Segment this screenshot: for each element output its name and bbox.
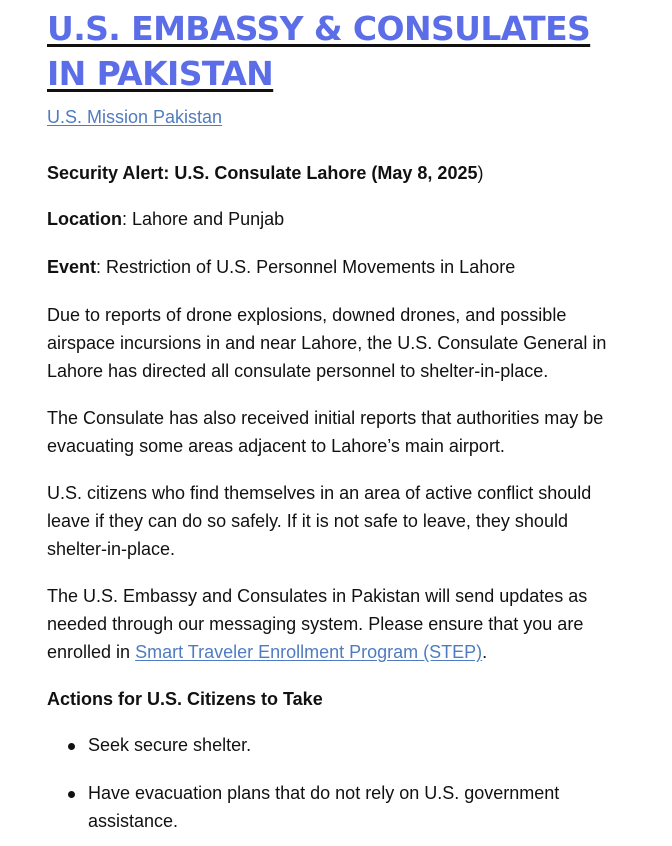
event-value: : Restriction of U.S. Personnel Movements in Lahore	[96, 257, 516, 277]
paragraph-citizen-guidance: U.S. citizens who find themselves in an area of active conflict should leave if they can do so safely. If it is not safe to leave, they should shelter-in-place.	[47, 483, 592, 559]
step-enrollment-link[interactable]: Smart Traveler Enrollment Program (STEP)	[135, 642, 483, 662]
bullet-icon	[68, 791, 75, 798]
mission-link[interactable]: U.S. Mission Pakistan	[47, 107, 223, 127]
alert-heading-tail: )	[477, 163, 484, 183]
list-item	[47, 779, 626, 835]
paragraph-updates-end: .	[482, 642, 488, 662]
action-item-text: Have evacuation plans that do not rely on U.S. government assistance.	[88, 783, 560, 831]
alert-heading-bold: Security Alert: U.S. Consulate Lahore (May 8, 2025	[47, 163, 478, 183]
paragraph-drone-reports: Due to reports of drone explosions, downed drones, and possible airspace incursions in and near Lahore, the U.S. Consulate General in Lahore has directed all consulate personnel to shelter-in-place.	[47, 305, 607, 381]
location-value: : Lahore and Punjab	[122, 209, 285, 229]
actions-heading: Actions for U.S. Citizens to Take	[47, 689, 323, 709]
site-title-line-1: U.S. EMBASSY & CONSULATES	[47, 9, 591, 48]
event-label: Event	[47, 257, 97, 277]
site-title-line-2: IN PAKISTAN	[47, 54, 274, 93]
paragraph-updates-text: The U.S. Embassy and Consulates in Pakistan will send updates as needed through our messaging system. Please ensure that you are enrolled in	[47, 586, 588, 662]
list-item	[47, 731, 626, 759]
paragraph-updates	[47, 582, 626, 666]
paragraph-evacuation-reports: The Consulate has also received initial reports that authorities may be evacuating some areas adjacent to Lahore’s main airport.	[47, 408, 604, 456]
site-title-link[interactable]	[47, 6, 626, 96]
action-item-text: Seek secure shelter.	[88, 735, 252, 755]
alert-heading	[47, 161, 626, 185]
location-label: Location	[47, 209, 122, 229]
location-field	[47, 205, 626, 233]
event-field	[47, 253, 626, 281]
bullet-icon	[68, 743, 75, 750]
actions-list	[47, 731, 626, 835]
